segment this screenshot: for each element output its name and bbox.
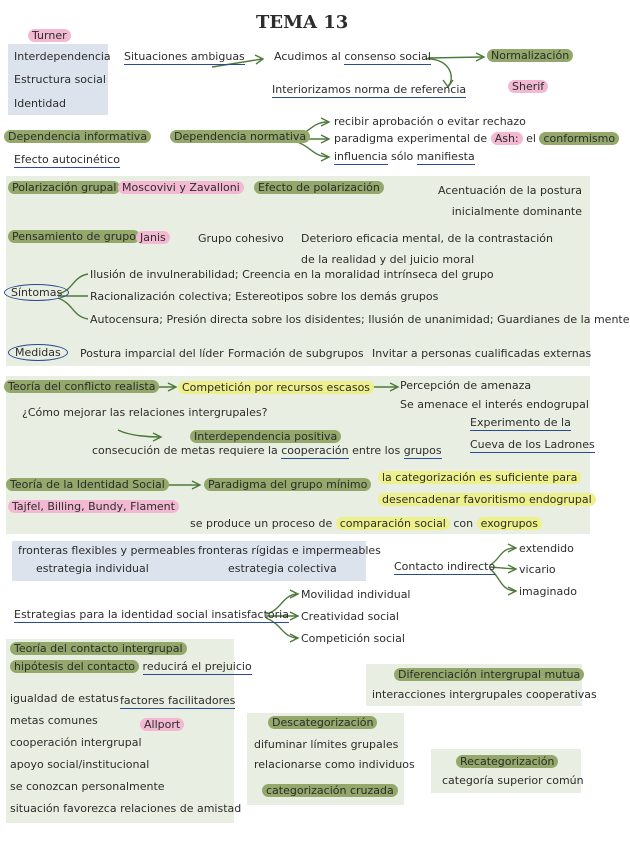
estrategia-individual: estrategia individual xyxy=(36,562,149,575)
sintoma-item: Ilusión de invulnerabilidad; Creencia en la moralidad intrínseca del grupo xyxy=(90,268,494,281)
grupo-cohesivo: Grupo cohesivo xyxy=(198,232,284,245)
experimento-line1: Experimento de la xyxy=(470,416,571,429)
relacionarse-text: relacionarse como individuos xyxy=(254,758,415,771)
sintoma-item: Racionalización colectiva; Estereotipos sobre los demás grupos xyxy=(90,290,439,303)
condicion-item: apoyo social/institucional xyxy=(10,758,150,771)
estrategia-item: Creatividad social xyxy=(301,610,399,623)
turner-label: Turner xyxy=(28,29,71,42)
condicion-item: se conozcan personalmente xyxy=(10,780,165,793)
sherif-label: Sherif xyxy=(508,80,548,93)
competicion-label: Competición por recursos escasos xyxy=(178,381,374,394)
influencia-text: influencia sólo manifiesta xyxy=(334,150,475,163)
condicion-item: situación favorezca relaciones de amistad xyxy=(10,802,242,815)
experimento-line2: Cueva de los Ladrones xyxy=(470,438,595,451)
moscovici-label: Moscovivi y Zavalloni xyxy=(118,181,244,194)
condicion-item: metas comunes xyxy=(10,714,98,727)
comparacion-text: se produce un proceso de comparación social con exogrupos xyxy=(190,517,542,530)
deterioro-text: Deterioro eficacia mental, de la contrastación de la realidad y del juicio moral xyxy=(301,232,553,266)
medida-item: Formación de subgrupos xyxy=(228,347,364,360)
contacto-item: imaginado xyxy=(519,585,577,598)
fronteras-flexibles: fronteras flexibles y permeables xyxy=(18,544,196,557)
categoria-superior-text: categoría superior común xyxy=(442,774,584,787)
dep-informativa-label: Dependencia informativa xyxy=(4,130,151,143)
categorizacion-cruzada-label: categorización cruzada xyxy=(262,784,398,797)
recibir-text: recibir aprobación o evitar rechazo xyxy=(334,115,526,128)
medida-item: Invitar a personas cualificadas externas xyxy=(372,347,592,360)
consecucion-text: consecución de metas requiere la cooperación entre los grupos xyxy=(92,444,442,457)
polarizacion-label: Polarización grupal xyxy=(8,181,120,194)
paradigma-minimo-label: Paradigma del grupo mínimo xyxy=(204,478,371,491)
normalizacion-label: Normalización xyxy=(487,49,573,62)
interiorizamos-text: Interiorizamos norma de referencia xyxy=(272,83,467,96)
medida-item: Postura imparcial del líder xyxy=(80,347,224,360)
medidas-label: Medidas xyxy=(8,346,68,359)
concept-item: Identidad xyxy=(14,97,67,110)
efecto-autocinetico: Efecto autocinético xyxy=(14,153,120,166)
allport-label: Allport xyxy=(140,718,184,731)
interdependencia-label: Interdependencia positiva xyxy=(190,430,341,443)
page-title: TEMA 13 xyxy=(256,12,349,33)
interacciones-text: interacciones intergrupales cooperativas xyxy=(372,688,597,701)
difuminar-text: difuminar límites grupales xyxy=(254,738,399,751)
condicion-item: cooperación intergrupal xyxy=(10,736,142,749)
categorizacion-line1: la categorización es suficiente para xyxy=(378,471,581,484)
autores-label: Tajfel, Billing, Bundy, Flament xyxy=(8,500,179,513)
estrategia-item: Movilidad individual xyxy=(301,588,411,601)
concept-item: Estructura social xyxy=(14,73,106,86)
acudimos-text: Acudimos al consenso social xyxy=(274,50,431,63)
situaciones-label: Situaciones ambiguas xyxy=(124,50,245,63)
contacto-item: vicario xyxy=(519,563,556,576)
recategorizacion-label: Recategorización xyxy=(456,755,558,768)
sintomas-label: Síntomas xyxy=(4,286,69,299)
acentuacion-text: Acentuación de la postura inicialmente dominante xyxy=(438,184,582,218)
estrategia-colectiva: estrategia colectiva xyxy=(228,562,337,575)
descategorizacion-label: Descategorización xyxy=(268,716,377,729)
dep-normativa-label: Dependencia normativa xyxy=(170,130,310,143)
estrategia-item: Competición social xyxy=(301,632,405,645)
teoria-contacto-label: Teoría del contacto intergrupal xyxy=(10,642,187,655)
percepcion-text: Percepción de amenaza xyxy=(400,379,532,392)
hipotesis-label: hipótesis del contacto reducirá el prejuicio xyxy=(10,660,252,673)
contacto-indirecto: Contacto indirecto xyxy=(394,560,496,573)
diferenciacion-label: Diferenciación intergrupal mutua xyxy=(394,668,584,681)
como-mejorar: ¿Cómo mejorar las relaciones intergrupales? xyxy=(22,406,268,419)
pensamiento-label: Pensamiento de grupo xyxy=(8,230,140,243)
sintoma-item: Autocensura; Presión directa sobre los disidentes; Ilusión de unanimidad; Guardianes de la mente xyxy=(90,313,630,326)
concept-item: Interdependencia xyxy=(14,50,111,63)
condicion-item: igualdad de estatus xyxy=(10,692,119,705)
teoria-conflicto-label: Teoría del conflicto realista xyxy=(4,380,159,393)
amenace-text: Se amenace el interés endogrupal xyxy=(400,398,589,411)
factores-facilitadores: factores facilitadores xyxy=(120,694,236,707)
fronteras-rigidas: fronteras rígidas e impermeables xyxy=(198,544,381,557)
efecto-polarizacion-label: Efecto de polarización xyxy=(254,181,384,194)
teoria-identidad-label: Teoría de la Identidad Social xyxy=(6,478,169,491)
estrategias-label: Estrategias para la identidad social insatisfactoria xyxy=(14,608,289,621)
categorizacion-line2: desencadenar favoritismo endogrupal xyxy=(378,493,596,506)
contacto-item: extendido xyxy=(519,542,574,555)
paradigma-text: paradigma experimental de Ash: el conformismo xyxy=(334,132,619,145)
janis-label: Janis xyxy=(136,231,170,244)
